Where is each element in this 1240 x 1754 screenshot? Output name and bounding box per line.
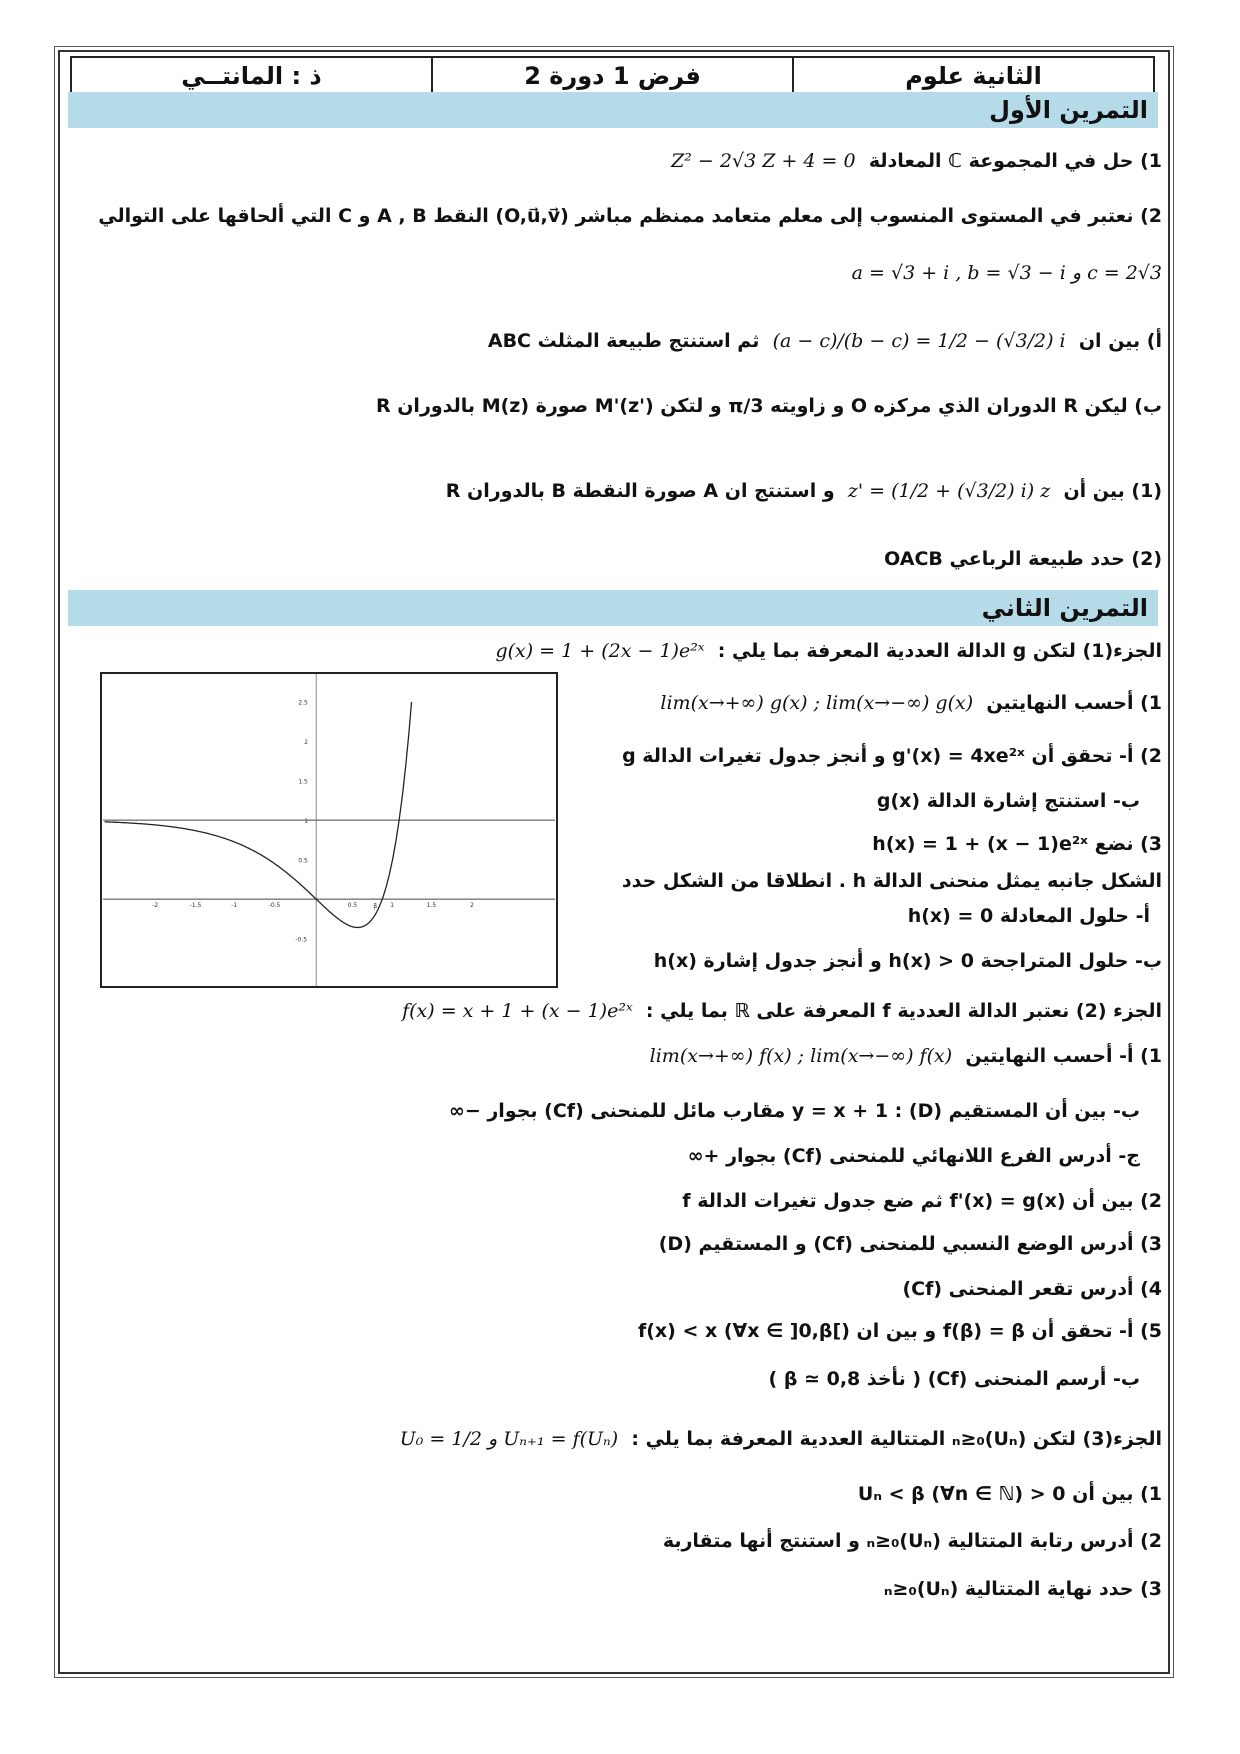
ex2-p3-q1: 1) بين أن 0 < Uₙ < β (∀n ∈ ℕ): [857, 1483, 1162, 1505]
tick-x--0.5: -0.5: [268, 903, 281, 910]
ex2-p2-q5b: ب- أرسم المنحنى (Cf) ( نأخذ β ≃ 0,8 ): [768, 1368, 1140, 1390]
header-teacher: ذ : المانتــي: [181, 62, 322, 90]
tick-x--1.5: -1.5: [189, 903, 202, 910]
ex2-p1-q3a: أ- حلول المعادلة h(x) = 0: [907, 905, 1150, 927]
tick-y-1.5: 1.5: [298, 779, 308, 786]
tick-y--0.5: -0.5: [295, 937, 307, 944]
tick-x-1: 1: [390, 903, 394, 910]
h-curve: [105, 702, 412, 928]
graph-svg: [102, 674, 556, 986]
ex2-p1-q3: 3) نضع h(x) = 1 + (x − 1)e²ˣ: [872, 833, 1162, 855]
tick-x-2: 2: [470, 903, 474, 910]
ex2-p2-q4: 4) أدرس تقعر المنحنى (Cf): [902, 1278, 1162, 1300]
ex1-qb1: (1) بين أن z' = (1/2 + (√3/2) i) z و استنتج ان A صورة النقطة B بالدوران R: [445, 480, 1162, 502]
ex1-qa: أ) بين ان (a − c)/(b − c) = 1/2 − (√3/2) i ثم استنتج طبيعة المثلث ABC: [487, 330, 1162, 352]
ex1-q2: 2) نعتبر في المستوى المنسوب إلى معلم متعامد ممنظم مباشر (O,u⃗,v⃗) النقط A , B و C التي ألحاقها على التوالي: [98, 205, 1162, 227]
tick-y-0.5: 0.5: [298, 858, 308, 865]
ex2-p1-q2b: ب- استنتج إشارة الدالة g(x): [876, 790, 1140, 812]
ex2-p3-q2: 2) أدرس رتابة المتتالية (Uₙ)ₙ≥₀ و استنتج أنها متقاربة: [662, 1530, 1162, 1552]
ex1-q2-values: a = √3 + i , b = √3 − i و c = 2√3: [851, 262, 1162, 284]
ex2-p1-q1: 1) أحسب النهايتين lim(x→+∞) g(x) ; lim(x→−∞) g(x): [660, 692, 1162, 714]
ex2-p2-q2: 2) بين أن f'(x) = g(x) ثم ضع جدول تغيرات الدالة f: [682, 1190, 1162, 1212]
tick-x--1: -1: [231, 903, 238, 910]
ex2-p2-q5a: 5) أ- تحقق أن f(β) = β و بين ان f(x) < x (∀x ∈ ]0,β[): [637, 1320, 1162, 1342]
ex1-q1: 1) حل في المجموعة ℂ المعادلة Z² − 2√3 Z + 4 = 0: [671, 150, 1162, 172]
header-exam: فرض 1 دورة 2: [431, 58, 792, 94]
ex2-p1-q2a: 2) أ- تحقق أن g'(x) = 4xe²ˣ و أنجز جدول تغيرات الدالة g: [622, 745, 1162, 767]
exercise-1-title: التمرين الأول: [68, 92, 1158, 128]
ex2-p3-q3: 3) حدد نهاية المتتالية (Uₙ)ₙ≥₀: [883, 1578, 1162, 1600]
ex2-p1-q3-text: الشكل جانبه يمثل منحنى الدالة h . انطلاقا من الشكل حدد: [621, 870, 1162, 892]
ex2-p2-q1a: 1) أ- أحسب النهايتين lim(x→+∞) f(x) ; lim(x→−∞) f(x): [649, 1045, 1162, 1067]
tick-y-2: 2: [304, 740, 309, 747]
tick-x--2: -2: [152, 903, 159, 910]
ex2-p2-q1b: ب- بين أن المستقيم (D) : y = x + 1 مقارب مائل للمنحنى (Cf) بجوار −∞: [449, 1100, 1140, 1122]
ex2-part2-head: الجزء (2) نعتبر الدالة العددية f المعرفة على ℝ بما يلي : f(x) = x + 1 + (x − 1)e²ˣ: [402, 1000, 1162, 1022]
tick-y-2.5: 2.5: [298, 700, 308, 707]
ex2-p2-q1c: ج- أدرس الفرع اللانهائي للمنحنى (Cf) بجوار +∞: [687, 1145, 1140, 1167]
tick-x-0.5: 0.5: [347, 903, 358, 910]
ex1-qb: ب) ليكن R الدوران الذي مركزه O و زاويته π/3 و لتكن M'(z') صورة M(z) بالدوران R: [375, 395, 1162, 417]
ex2-p1-q3b: ب- حلول المتراجحة h(x) > 0 و أنجز جدول إشارة h(x): [653, 950, 1162, 972]
ex2-part3-head: الجزء(3) لتكن (Uₙ)ₙ≥₀ المتتالية العددية المعرفة بما يلي : U₀ = 1/2 و Uₙ₊₁ = f(Uₙ): [399, 1428, 1162, 1450]
header-level: الثانية علوم: [792, 58, 1153, 94]
ex1-qb2: (2) حدد طبيعة الرباعي OACB: [884, 548, 1162, 570]
exam-header: [70, 56, 1155, 96]
exercise-2-title: التمرين الثاني: [68, 590, 1158, 626]
ex2-p2-q3: 3) أدرس الوضع النسبي للمنحنى (Cf) و المستقيم (D): [658, 1233, 1162, 1255]
tick-x-1.5: 1.5: [426, 903, 437, 910]
beta-label: β: [373, 904, 378, 910]
function-h-graph: [100, 672, 558, 988]
ex2-part1-head: الجزء(1) لتكن g الدالة العددية المعرفة بما يلي : g(x) = 1 + (2x − 1)e²ˣ: [495, 640, 1162, 662]
tick-y-1: 1: [304, 819, 309, 826]
